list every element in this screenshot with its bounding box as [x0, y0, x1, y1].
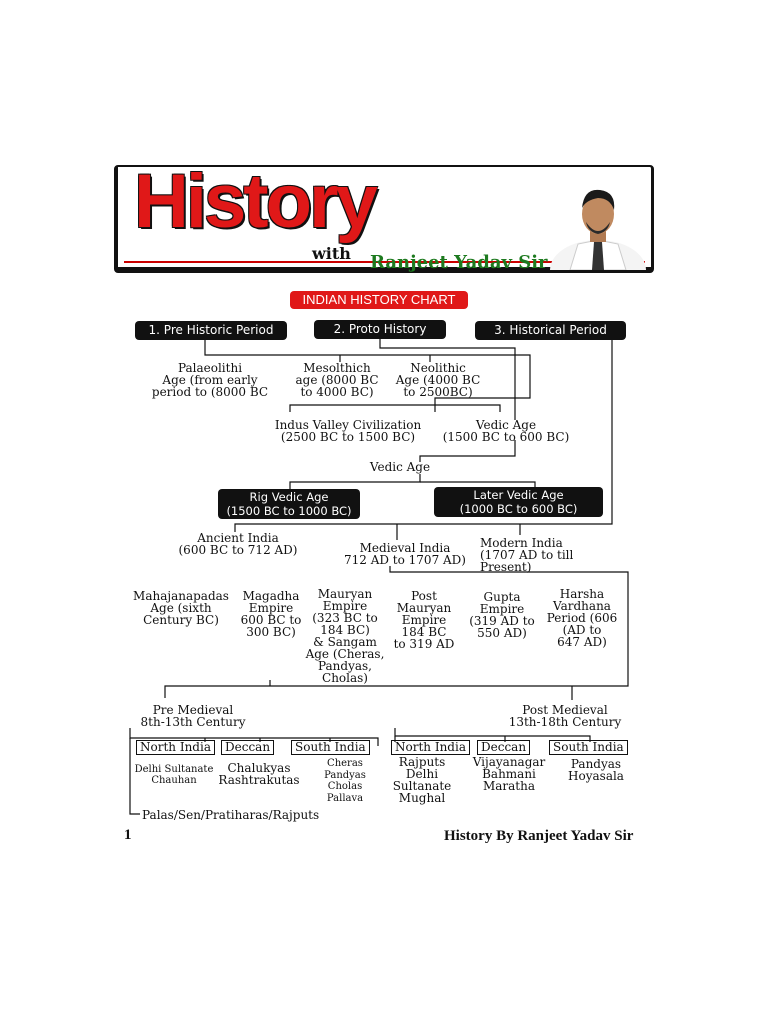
magadha-empire: Magadha Empire 600 BC to 300 BC) — [240, 589, 302, 639]
vedic-age-period: Vedic Age (1500 BC to 600 BC) — [442, 418, 570, 444]
pre-south-india: South India — [291, 740, 370, 755]
post-south-india: South India — [549, 740, 628, 755]
post-deccan: Deccan — [477, 740, 530, 755]
post-north-india: North India — [391, 740, 470, 755]
pre-medieval: Pre Medieval 8th-13th Century — [140, 703, 246, 729]
post-deccan-list: Vijayanagar Bahmani Maratha — [472, 755, 546, 793]
neolithic-age: Neolithic Age (4000 BC to 2500BC) — [395, 361, 481, 399]
pre-deccan-list: Chalukyas Rashtrakutas — [218, 761, 300, 787]
pre-south-list: Cheras Pandyas Cholas Pallava — [324, 758, 366, 804]
post-north-list: Rajputs Delhi Sultanate Mughal — [392, 755, 452, 805]
page-number: 1 — [124, 827, 132, 843]
pre-north-india: North India — [136, 740, 215, 755]
modern-india: Modern India (1707 AD to till Present) — [480, 536, 574, 574]
gupta-empire: Gupta Empire (319 AD to 550 AD) — [469, 590, 535, 640]
banner-title: History — [134, 159, 375, 244]
footer-credit: History By Ranjeet Yadav Sir — [444, 828, 634, 844]
post-medieval: Post Medieval 13th-18th Century — [508, 703, 622, 729]
mesolithic-age: Mesolthich age (8000 BC to 4000 BC) — [295, 361, 379, 399]
period-historical: 3. Historical Period — [475, 321, 626, 340]
chart-title: INDIAN HISTORY CHART — [290, 291, 468, 309]
harsha-vardhana: Harsha Vardhana Period (606 (AD to 647 AD) — [546, 587, 618, 649]
palaeolithic-age: Palaeolithi Age (from early period to (8000 BC — [151, 361, 269, 399]
post-mauryan-empire: Post Mauryan Empire 184 BC to 319 AD — [393, 589, 455, 651]
rig-vedic-age: Rig Vedic Age (1500 BC to 1000 BC) — [218, 489, 360, 519]
mauryan-empire: Mauryan Empire (323 BC to 184 BC) & Sangam Age (Cheras, Pandyas, Cholas) — [305, 587, 385, 685]
pre-north-list: Delhi Sultanate Chauhan — [134, 764, 214, 786]
medieval-india: Medieval India 712 AD to 1707 AD) — [343, 541, 466, 567]
ancient-india: Ancient India (600 BC to 712 AD) — [178, 531, 298, 557]
vedic-age-label: Vedic Age — [369, 460, 431, 474]
palas-list: Palas/Sen/Pratiharas/Rajputs — [142, 808, 320, 822]
period-proto-history: 2. Proto History — [314, 320, 446, 339]
later-vedic-age: Later Vedic Age (1000 BC to 600 BC) — [434, 487, 603, 517]
banner-author: Ranjeet Yadav Sir — [370, 252, 548, 273]
period-pre-historic: 1. Pre Historic Period — [135, 321, 287, 340]
post-south-list: Pandyas Hoyasala — [568, 757, 624, 783]
indus-valley: Indus Valley Civilization (2500 BC to 1500 BC) — [274, 418, 422, 444]
banner-with: with — [312, 244, 351, 263]
mahajanapadas-age: Mahajanapadas Age (sixth Century BC) — [133, 589, 229, 627]
pre-deccan: Deccan — [221, 740, 274, 755]
